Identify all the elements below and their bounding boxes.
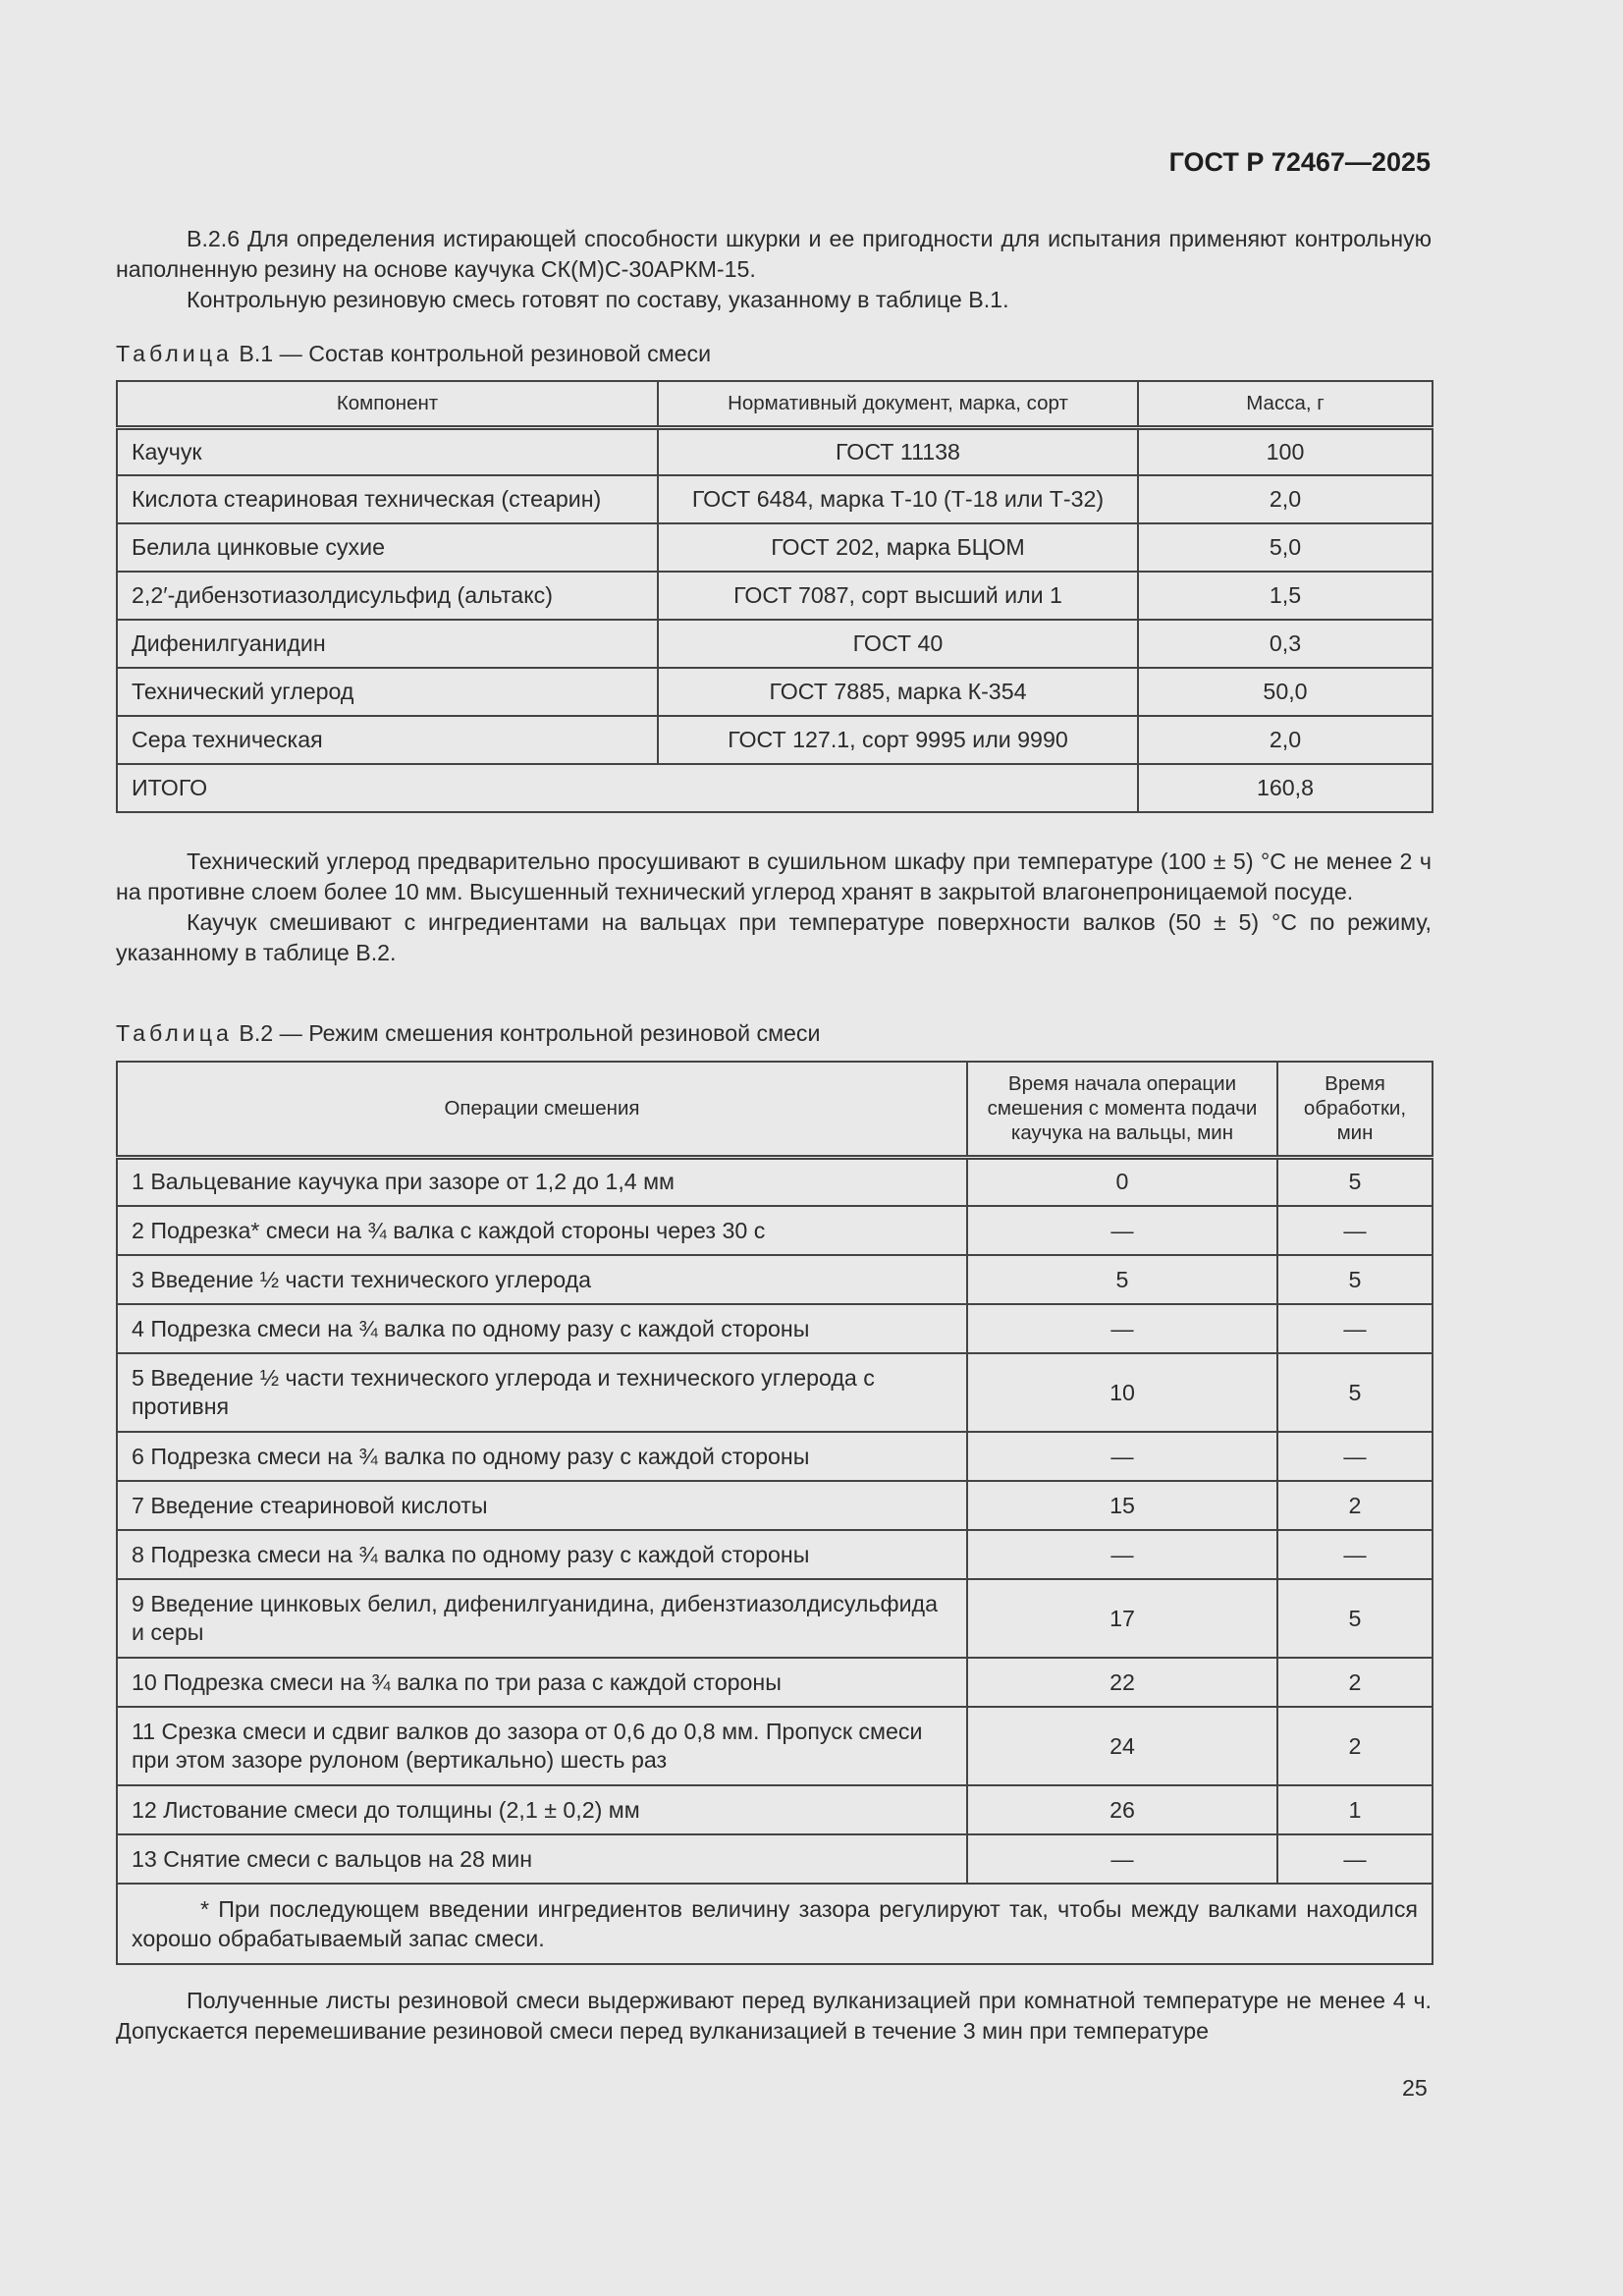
start-time-cell: — <box>967 1304 1277 1353</box>
duration-cell: — <box>1277 1206 1433 1255</box>
table-row <box>117 620 1433 668</box>
table-1-caption-label: Таблица <box>116 341 233 366</box>
start-time-cell: — <box>967 1206 1277 1255</box>
mass-cell: 0,3 <box>1138 620 1433 668</box>
middle-paragraph-1: Технический углерод предварительно просушивают в сушильном шкафу при температуре (100 ± 5) °С не менее 2 ч на противне слоем более 10 мм. Высушенный технический углерод хранят в закрытой влагонепроницаемой посуде. <box>116 848 1432 904</box>
table-row <box>117 475 1433 523</box>
operation-cell: 9 Введение цинковых белил, дифенилгуанидина, дибензтиазолдисульфида и серы <box>117 1579 967 1658</box>
component-cell: Технический углерод <box>117 668 658 716</box>
operation-cell: 13 Снятие смеси с вальцов на 28 мин <box>117 1834 967 1884</box>
table-1-caption <box>116 339 1432 369</box>
middle-paragraph-2: Каучук смешивают с ингредиентами на вальцах при температуре поверхности валков (50 ± 5) °С по режиму, указанному в таблице В.2. <box>116 909 1432 965</box>
table-row <box>117 1157 1433 1206</box>
table-1-header-row <box>117 381 1433 427</box>
component-cell: Каучук <box>117 427 658 475</box>
start-time-cell: — <box>967 1530 1277 1579</box>
operation-cell: 11 Срезка смеси и сдвиг валков до зазора от 0,6 до 0,8 мм. Пропуск смеси при этом зазоре рулоном (вертикально) шесть раз <box>117 1707 967 1785</box>
document-cell: ГОСТ 202, марка БЦОМ <box>658 523 1138 572</box>
table-1-header-document: Нормативный документ, марка, сорт <box>658 381 1138 427</box>
duration-cell: 2 <box>1277 1707 1433 1785</box>
table-row <box>117 668 1433 716</box>
table-row <box>117 1834 1433 1884</box>
table-row <box>117 1255 1433 1304</box>
table-row <box>117 1304 1433 1353</box>
table-row <box>117 1206 1433 1255</box>
intro-paragraph-1: В.2.6 Для определения истирающей способности шкурки и ее пригодности для испытания применяют контрольную наполненную резину на основе каучука СК(М)С-30АРКМ-15. <box>116 226 1432 282</box>
start-time-cell: 24 <box>967 1707 1277 1785</box>
table-row <box>117 1530 1433 1579</box>
start-time-cell: 10 <box>967 1353 1277 1432</box>
table-1-caption-text: В.1 — Состав контрольной резиновой смеси <box>232 341 712 366</box>
document-cell: ГОСТ 7087, сорт высший или 1 <box>658 572 1138 620</box>
table-2 <box>116 1061 1432 1965</box>
table-total-row <box>117 764 1433 812</box>
mass-cell: 5,0 <box>1138 523 1433 572</box>
mass-cell: 1,5 <box>1138 572 1433 620</box>
table-1-header-component: Компонент <box>117 381 658 427</box>
operation-cell: 6 Подрезка смеси на ¾ валка по одному разу с каждой стороны <box>117 1432 967 1481</box>
closing-section <box>116 1986 1432 2047</box>
document-cell: ГОСТ 127.1, сорт 9995 или 9990 <box>658 716 1138 764</box>
operation-cell: 1 Вальцевание каучука при зазоре от 1,2 до 1,4 мм <box>117 1157 967 1206</box>
table-2-header-operation: Операции смешения <box>117 1062 967 1157</box>
operation-cell: 12 Листование смеси до толщины (2,1 ± 0,2) мм <box>117 1785 967 1834</box>
table-2-caption <box>116 1018 1432 1049</box>
duration-cell: — <box>1277 1304 1433 1353</box>
total-label-cell: ИТОГО <box>117 764 1138 812</box>
mixing-mode-table <box>116 1061 1434 1965</box>
table-row <box>117 427 1433 475</box>
composition-table <box>116 380 1434 813</box>
start-time-cell: 15 <box>967 1481 1277 1530</box>
duration-cell: 2 <box>1277 1481 1433 1530</box>
component-cell: Сера техническая <box>117 716 658 764</box>
intro-section <box>116 224 1432 315</box>
table-1-header-mass: Масса, г <box>1138 381 1433 427</box>
table-row <box>117 1432 1433 1481</box>
table-row <box>117 716 1433 764</box>
mass-cell: 2,0 <box>1138 475 1433 523</box>
component-cell: Кислота стеариновая техническая (стеарин) <box>117 475 658 523</box>
operation-cell: 4 Подрезка смеси на ¾ валка по одному разу с каждой стороны <box>117 1304 967 1353</box>
start-time-cell: 0 <box>967 1157 1277 1206</box>
table-row <box>117 1579 1433 1658</box>
operation-cell: 3 Введение ½ части технического углерода <box>117 1255 967 1304</box>
operation-cell: 2 Подрезка* смеси на ¾ валка с каждой стороны через 30 с <box>117 1206 967 1255</box>
page-number: 25 <box>1402 2075 1428 2101</box>
table-2-header-duration: Время обработки, мин <box>1277 1062 1433 1157</box>
document-cell: ГОСТ 7885, марка К-354 <box>658 668 1138 716</box>
document-cell: ГОСТ 11138 <box>658 427 1138 475</box>
table-row <box>117 523 1433 572</box>
duration-cell: — <box>1277 1834 1433 1884</box>
table-row <box>117 572 1433 620</box>
table-1 <box>116 380 1432 813</box>
duration-cell: — <box>1277 1530 1433 1579</box>
table-2-caption-label: Таблица <box>116 1020 233 1046</box>
table-row <box>117 1658 1433 1707</box>
duration-cell: 5 <box>1277 1157 1433 1206</box>
operation-cell: 10 Подрезка смеси на ¾ валка по три раза с каждой стороны <box>117 1658 967 1707</box>
table-2-caption-text: В.2 — Режим смешения контрольной резиновой смеси <box>232 1020 821 1046</box>
table-footnote-row <box>117 1884 1433 1964</box>
component-cell: Дифенилгуанидин <box>117 620 658 668</box>
table-row <box>117 1353 1433 1432</box>
component-cell: Белила цинковые сухие <box>117 523 658 572</box>
mass-cell: 2,0 <box>1138 716 1433 764</box>
operation-cell: 7 Введение стеариновой кислоты <box>117 1481 967 1530</box>
start-time-cell: — <box>967 1834 1277 1884</box>
start-time-cell: 22 <box>967 1658 1277 1707</box>
middle-section <box>116 847 1432 968</box>
table-row <box>117 1707 1433 1785</box>
component-cell: 2,2′-дибензотиазолдисульфид (альтакс) <box>117 572 658 620</box>
total-mass-cell: 160,8 <box>1138 764 1433 812</box>
start-time-cell: 5 <box>967 1255 1277 1304</box>
start-time-cell: 26 <box>967 1785 1277 1834</box>
table-2-header-start-time: Время начала операции смешения с момента подачи каучука на вальцы, мин <box>967 1062 1277 1157</box>
duration-cell: 5 <box>1277 1579 1433 1658</box>
mass-cell: 50,0 <box>1138 668 1433 716</box>
duration-cell: 2 <box>1277 1658 1433 1707</box>
operation-cell: 8 Подрезка смеси на ¾ валка по одному разу с каждой стороны <box>117 1530 967 1579</box>
document-code: ГОСТ Р 72467—2025 <box>1168 147 1431 177</box>
duration-cell: 1 <box>1277 1785 1433 1834</box>
table-footnote: * При последующем введении ингредиентов величину зазора регулируют так, чтобы между валками находился хорошо обрабатываемый запас смеси. <box>117 1884 1433 1964</box>
table-2-header-row <box>117 1062 1433 1157</box>
duration-cell: — <box>1277 1432 1433 1481</box>
table-row <box>117 1481 1433 1530</box>
mass-cell: 100 <box>1138 427 1433 475</box>
duration-cell: 5 <box>1277 1255 1433 1304</box>
document-cell: ГОСТ 40 <box>658 620 1138 668</box>
table-row <box>117 1785 1433 1834</box>
duration-cell: 5 <box>1277 1353 1433 1432</box>
intro-paragraph-2: Контрольную резиновую смесь готовят по составу, указанному в таблице В.1. <box>187 287 1009 312</box>
closing-paragraph: Полученные листы резиновой смеси выдерживают перед вулканизацией при комнатной температуре не менее 4 ч. Допускается перемешивание резиновой смеси перед вулканизацией в течение 3 мин при температуре <box>116 1988 1432 2044</box>
operation-cell: 5 Введение ½ части технического углерода и технического углерода с противня <box>117 1353 967 1432</box>
start-time-cell: 17 <box>967 1579 1277 1658</box>
document-cell: ГОСТ 6484, марка Т-10 (Т-18 или Т-32) <box>658 475 1138 523</box>
start-time-cell: — <box>967 1432 1277 1481</box>
